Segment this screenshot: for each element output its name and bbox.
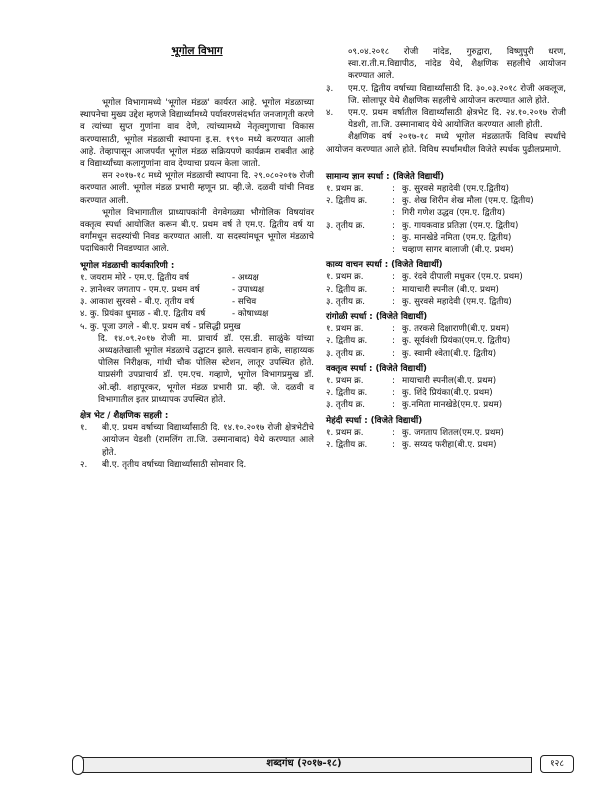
separator: : — [392, 232, 395, 243]
winner-name: कु. गायकवाड प्रतिज्ञा (एम.ए. द्वितीय) — [402, 220, 519, 231]
winner-rank: ३. तृतीय क्र. — [326, 348, 366, 359]
separator: : — [392, 324, 395, 335]
competition-title: काव्य वाचन स्पर्धा : (विजेते विद्यार्थी) — [326, 260, 443, 271]
visit-number: ३. — [326, 83, 334, 94]
winner-row — [326, 335, 566, 347]
member-name: १. जयराम मोरे - एम.ए. द्वितीय वर्ष — [80, 272, 189, 283]
winner-name: कु. सुरवसे महादेवी (एम.ए. द्वितीय) — [402, 296, 512, 307]
winner-name: कु. मानखेडे नमिता (एम.ए. द्वितीय) — [402, 232, 512, 243]
winner-row — [326, 427, 566, 439]
separator: : — [392, 376, 395, 387]
separator: : — [392, 196, 395, 207]
committee-heading: भूगोल मंडळाची कार्यकारिणी : — [80, 260, 175, 271]
winner-name: मायाचारी स्पनील (बी.ए. प्रथम) — [402, 284, 499, 295]
winner-rank: १. प्रथम क्र. — [326, 376, 364, 387]
separator: : — [392, 348, 395, 359]
separator: : — [392, 220, 395, 231]
visit-text: एम.ए. प्रथम वर्षातील विद्यार्थ्यांसाठी क्षेत्रभेट दि. २४.१०.२०१७ रोजी येडशी, ता.जि. उस्मानाबाद येथे आयोजित करण्यात आली होती. — [348, 108, 566, 131]
separator: : — [392, 400, 395, 411]
intro-paragraph: भूगोल विभागामध्ये 'भूगोल मंडळ' कार्यरत आहे. भूगोल मंडळाच्या स्थापनेचा मुख्य उद्देश म्हणजे विद्यार्थ्यांमध्ये पर्यावरणसंदर्भात जनजागृती करणे व त्यांच्या सुप्त गुणांना वाव देणे, त्यांच्यामध्ये नेतृत्वगुणाचा विकास करण्यासाठी, भूगोल मंडळाची स्थापना इ.स. १९९० मध्ये करण्यात आली आहे. तेव्हापासून आजपर्यंत भूगोल मंडळ सक्रियपणे कार्यक्रम राबवीत आहे व विद्यार्थ्यांच्या कलागुणांना वाव देण्याचा प्रयत्न केला जातो. — [80, 97, 314, 169]
winner-name: कु. स्वामी श्वेता(बी.ए. द्वितीय) — [402, 348, 497, 359]
competitions-intro: शैक्षणिक वर्ष २०१७-१८ मध्ये भूगोल मंडळातर्फे विविध स्पर्धांचे आयोजन करण्यात आले होते. विविध स्पर्धांमधील विजेते स्पर्धक पुढीलप्रमाणे. — [326, 132, 566, 155]
winner-row — [326, 271, 566, 283]
winner-row — [326, 220, 566, 232]
winner-row — [326, 284, 566, 296]
visits-heading: क्षेत्र भेट / शैक्षणिक सहली : — [80, 410, 169, 421]
separator: : — [392, 184, 395, 195]
footer-title: शब्दगंध (२०१७-१८) — [266, 758, 342, 769]
winner-row — [326, 244, 566, 256]
separator: : — [392, 208, 395, 219]
winner-row — [326, 195, 566, 207]
member-name: ४. कु. प्रियंका धुमाळ - बी.ए. द्वितीय वर्ष — [80, 309, 206, 320]
winner-name: कु. तरकसे दिक्षाराणी(बी.ए. प्रथम) — [402, 324, 510, 335]
winner-rank: २. द्वितीय क्र. — [326, 336, 368, 347]
winner-row — [326, 387, 566, 399]
winner-rank: ३. तृतीय क्र. — [326, 296, 366, 307]
winner-name: चव्हाण सागर बालाजी (बी.ए. प्रथम) — [402, 245, 514, 256]
rank-spacer — [326, 232, 392, 244]
winner-row — [326, 296, 566, 308]
visit-number: २. — [80, 459, 88, 470]
committee-member: ५. कु. पूजा उगले - बी.ए. प्रथम वर्ष - प्रसिद्धी प्रमुख — [80, 321, 241, 332]
winner-name: गिरी गणेश उद्धव (एम.ए. द्वितीय) — [402, 208, 506, 219]
winner-rank: १. प्रथम क्र. — [326, 272, 364, 283]
page-footer — [78, 754, 574, 774]
separator: : — [392, 336, 395, 347]
visit-item — [80, 459, 314, 471]
separator: : — [392, 427, 395, 438]
winner-name: कु. सय्यद फरीहा(बी.ए. प्रथम) — [402, 440, 497, 451]
winner-row — [326, 439, 566, 451]
left-column — [80, 38, 314, 471]
winner-name: कु. सूर्यवंशी प्रियंका(एम.ए. द्वितीय) — [402, 336, 511, 347]
page-number: १२८ — [540, 755, 574, 773]
winner-name: कु. सुरवसे महादेवी (एम.ए.द्वितीय) — [402, 184, 510, 195]
committee-member — [80, 308, 314, 320]
visit-item — [326, 83, 566, 107]
member-role: - उपाध्यक्ष — [232, 284, 265, 295]
winner-row — [326, 207, 566, 219]
winner-row — [326, 323, 566, 335]
committee-member — [80, 272, 314, 284]
winner-row — [326, 232, 566, 244]
winner-name: कु. शेख शिरीन शेख मौला (एम.ए. द्वितीय) — [402, 196, 534, 207]
inauguration-text: दि. १४.०९.२०१७ रोजी मा. प्राचार्य डॉ. एस.डी. साळुंके यांच्या अध्यक्षतेखाली भूगोल मंडळाचे उद्घाटन झाले. सत्यवान हाके, साहाय्यक पोलिस निरीक्षक, गांधी चौक पोलिस स्टेशन, लातूर उपस्थित होते. याप्रसंगी उपप्राचार्य डॉ. एम.एच. गव्हाणे, भूगोल विभागप्रमुख डॉ. ओ.व्ही. शहापूरकर, भूगोल मंडळ प्रभारी प्रा. व्ही. जे. दळवी व विभागातील इतर प्राध्यापक उपस्थित होते. — [98, 333, 314, 405]
winner-rank: ३. तृतीय क्र. — [326, 400, 366, 411]
winner-rank: १. प्रथम क्र. — [326, 324, 364, 335]
separator: : — [392, 272, 395, 283]
right-column — [326, 46, 566, 451]
page-heading: भूगोल विभाग — [171, 45, 223, 57]
committee-member — [80, 284, 314, 296]
visit-text: एम.ए. द्वितीय वर्षाच्या विद्यार्थ्यांसाठी दि. ३०.०३.२०१८ रोजी अकलूज, जि. सोलापूर येथे शैक्षणिक सहलीचे आयोजन करण्यात आले होते. — [348, 83, 566, 106]
intro-paragraph: भूगोल विभागातील प्राध्यापकांनी वेगवेगळ्या भौगोलिक विषयांवर वक्तृत्व स्पर्धा आयोजित करून बी.ए. प्रथम वर्ष ते एम.ए. द्वितीय वर्ष या वर्गांमधून सदस्यांची निवड करण्यात आली. या सदस्यांमधून भूगोल मंडळाचे पदाधिकारी निवडण्यात आले. — [80, 207, 314, 255]
member-role: - अध्यक्ष — [232, 272, 259, 283]
visit-item — [80, 422, 314, 459]
member-role: - सचिव — [232, 297, 257, 308]
winner-row — [326, 348, 566, 360]
winner-rank: २. द्वितीय क्र. — [326, 284, 368, 295]
winner-name: कु. शिंदे प्रियंका(बी.ए. प्रथम) — [402, 388, 493, 399]
winner-row — [326, 375, 566, 387]
competition-title: सामान्य ज्ञान स्पर्धा : (विजेते विद्यार्थी) — [326, 171, 445, 182]
competitions-list — [326, 171, 566, 451]
winner-rank: ३. तृतीय क्र. — [326, 220, 366, 231]
rank-spacer — [326, 207, 392, 219]
winner-rank: २. द्वितीय क्र. — [326, 196, 368, 207]
winner-name: कु.नमिता मानखेडे(एम.ए. प्रथम) — [402, 400, 503, 411]
winner-row — [326, 183, 566, 195]
separator: : — [392, 388, 395, 399]
member-role: - कोषाध्यक्ष — [232, 309, 269, 320]
member-name: ३. आकाश सुरवसे - बी.ए. तृतीय वर्ष — [80, 297, 195, 308]
visit-number: १. — [80, 423, 88, 434]
separator: : — [392, 284, 395, 295]
intro-paragraph: सन २०१७-१८ मध्ये भूगोल मंडळाची स्थापना दि. २९.०८०२०१७ रोजी करण्यात आली. भूगोल मंडळ प्रभारी म्हणून प्रा. व्ही.जे. दळवी यांची निवड करण्यात आली. — [80, 171, 314, 206]
visit-text: बी.ए. प्रथम वर्षाच्या विद्यार्थ्यांसाठी दि. १४.१०.२०१७ रोजी क्षेत्रभेटीचे आयोजन येडशी (रामलिंग ता.जि. उस्मानाबाद) येथे करण्यात आले होते. — [102, 423, 314, 458]
competition-title: मेहंदी स्पर्धा : (विजेते विद्यार्थी) — [326, 415, 423, 426]
visit-text: बी.ए. तृतीय वर्षाच्या विद्यार्थ्यांसाठी सोमवार दि. — [102, 459, 247, 470]
winner-rank: १. प्रथम क्र. — [326, 427, 364, 438]
separator: : — [392, 296, 395, 307]
competition-title: वक्तृत्व स्पर्धा : (विजेते विद्यार्थी) — [326, 363, 427, 374]
winner-name: कु. रंदवे दीपाली मधुकर (एम.ए. प्रथम) — [402, 272, 523, 283]
winner-name: कु. जगताप शितल(एम.ए. प्रथम) — [402, 427, 504, 438]
winner-rank: १. प्रथम क्र. — [326, 184, 364, 195]
visit-item — [326, 107, 566, 131]
winner-rank: २. द्वितीय क्र. — [326, 440, 368, 451]
visit-number: ४. — [326, 108, 334, 119]
visit-continuation: ०९.०४.२०१८ रोजी नांदेड, गुरुद्वारा, विष्णुपुरी धरण, स्वा.रा.ती.म.विद्यापीठ, नांदेड येथे, शैक्षणिक सहलीचे आयोजन करण्यात आले. — [348, 47, 566, 82]
winner-row — [326, 399, 566, 411]
member-name: २. ज्ञानेश्वर जगताप - एम.ए. प्रथम वर्ष — [80, 284, 200, 295]
rank-spacer — [326, 244, 392, 256]
committee-member — [80, 296, 314, 308]
winner-rank: २. द्वितीय क्र. — [326, 388, 368, 399]
winner-name: मायाचारी स्पनील(बी.ए. प्रथम) — [402, 376, 497, 387]
separator: : — [392, 245, 395, 256]
competition-title: रांगोळी स्पर्धा : (विजेते विद्यार्थी) — [326, 312, 428, 323]
separator: : — [392, 440, 395, 451]
